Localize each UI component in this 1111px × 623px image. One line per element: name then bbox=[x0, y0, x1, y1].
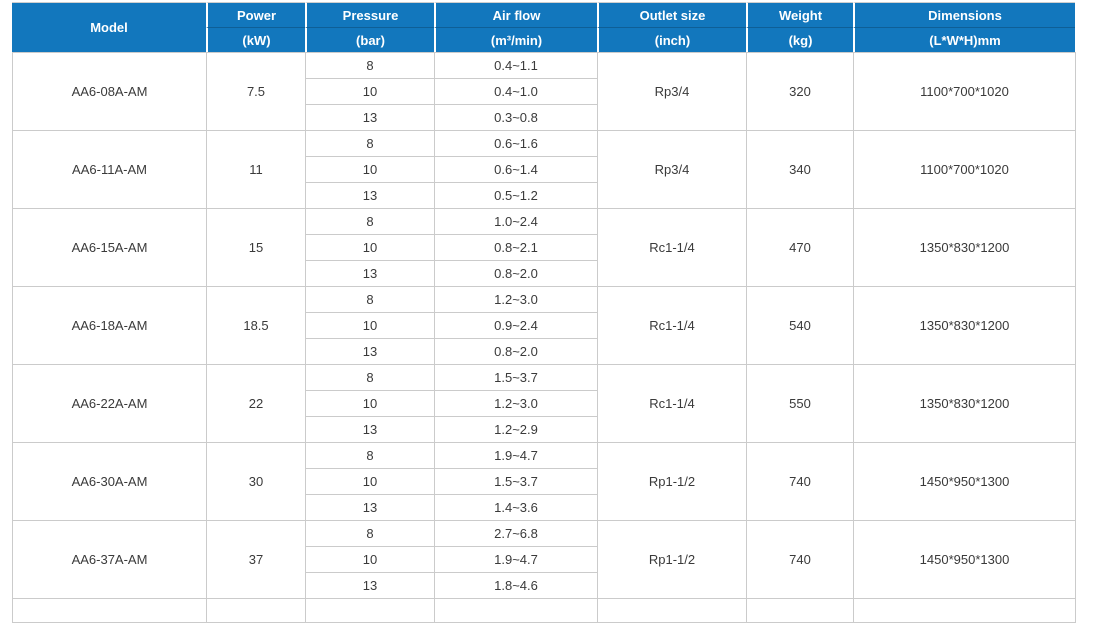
pressure-cell bbox=[306, 599, 435, 623]
header-airflow-unit: (m³/min) bbox=[434, 27, 597, 52]
pressure-cell: 13 bbox=[306, 105, 435, 131]
weight-cell: 320 bbox=[747, 53, 854, 131]
airflow-cell: 1.2~3.0 bbox=[435, 287, 598, 313]
airflow-cell: 0.8~2.0 bbox=[435, 339, 598, 365]
weight-cell: 550 bbox=[747, 365, 854, 443]
header-weight: Weight bbox=[746, 2, 853, 27]
spec-table-header bbox=[12, 2, 1075, 52]
outlet-cell: Rp1-1/2 bbox=[598, 521, 747, 599]
outlet-cell: Rc1-1/4 bbox=[598, 365, 747, 443]
header-dimensions-unit: (L*W*H)mm bbox=[853, 27, 1075, 52]
airflow-cell: 0.6~1.4 bbox=[435, 157, 598, 183]
airflow-cell: 0.3~0.8 bbox=[435, 105, 598, 131]
model-cell: AA6-11A-AM bbox=[13, 131, 207, 209]
power-cell: 7.5 bbox=[207, 53, 306, 131]
dimensions-cell: 1450*950*1300 bbox=[854, 443, 1076, 521]
pressure-cell: 10 bbox=[306, 469, 435, 495]
airflow-cell: 0.4~1.1 bbox=[435, 53, 598, 79]
airflow-cell: 0.8~2.0 bbox=[435, 261, 598, 287]
pressure-cell: 10 bbox=[306, 79, 435, 105]
pressure-cell: 10 bbox=[306, 235, 435, 261]
spec-table-section bbox=[12, 2, 1075, 623]
outlet-cell: Rp1-1/2 bbox=[598, 443, 747, 521]
outlet-cell bbox=[598, 599, 747, 623]
power-cell: 22 bbox=[207, 365, 306, 443]
airflow-cell: 1.5~3.7 bbox=[435, 365, 598, 391]
dimensions-cell: 1350*830*1200 bbox=[854, 287, 1076, 365]
model-cell: AA6-08A-AM bbox=[13, 53, 207, 131]
airflow-cell: 1.9~4.7 bbox=[435, 547, 598, 573]
airflow-cell: 1.2~3.0 bbox=[435, 391, 598, 417]
dimensions-cell: 1350*830*1200 bbox=[854, 365, 1076, 443]
pressure-cell: 13 bbox=[306, 573, 435, 599]
header-dimensions: Dimensions bbox=[853, 2, 1075, 27]
weight-cell: 340 bbox=[747, 131, 854, 209]
pressure-cell: 8 bbox=[306, 131, 435, 157]
dimensions-cell: 1450*950*1300 bbox=[854, 521, 1076, 599]
pressure-cell: 10 bbox=[306, 157, 435, 183]
airflow-cell: 1.5~3.7 bbox=[435, 469, 598, 495]
pressure-cell: 8 bbox=[306, 521, 435, 547]
power-cell: 18.5 bbox=[207, 287, 306, 365]
header-label-row bbox=[12, 2, 1075, 27]
spec-table bbox=[12, 52, 1076, 623]
header-model: Model bbox=[12, 2, 206, 52]
model-cell: AA6-15A-AM bbox=[13, 209, 207, 287]
weight-cell: 540 bbox=[747, 287, 854, 365]
airflow-cell: 1.9~4.7 bbox=[435, 443, 598, 469]
power-cell: 37 bbox=[207, 521, 306, 599]
outlet-cell: Rc1-1/4 bbox=[598, 209, 747, 287]
airflow-cell: 1.8~4.6 bbox=[435, 573, 598, 599]
header-pressure-unit: (bar) bbox=[305, 27, 434, 52]
table-row bbox=[13, 209, 1076, 235]
airflow-cell: 1.0~2.4 bbox=[435, 209, 598, 235]
pressure-cell: 10 bbox=[306, 391, 435, 417]
airflow-cell: 0.8~2.1 bbox=[435, 235, 598, 261]
dimensions-cell: 1350*830*1200 bbox=[854, 209, 1076, 287]
partial-row bbox=[13, 599, 1076, 623]
model-cell: AA6-18A-AM bbox=[13, 287, 207, 365]
header-power: Power bbox=[206, 2, 305, 27]
airflow-cell: 0.4~1.0 bbox=[435, 79, 598, 105]
dimensions-cell: 1100*700*1020 bbox=[854, 131, 1076, 209]
pressure-cell: 8 bbox=[306, 365, 435, 391]
pressure-cell: 13 bbox=[306, 183, 435, 209]
dimensions-cell: 1100*700*1020 bbox=[854, 53, 1076, 131]
pressure-cell: 8 bbox=[306, 209, 435, 235]
model-cell: AA6-37A-AM bbox=[13, 521, 207, 599]
pressure-cell: 13 bbox=[306, 417, 435, 443]
table-row bbox=[13, 287, 1076, 313]
header-weight-unit: (kg) bbox=[746, 27, 853, 52]
table-row bbox=[13, 53, 1076, 79]
airflow-cell: 0.5~1.2 bbox=[435, 183, 598, 209]
airflow-cell: 1.2~2.9 bbox=[435, 417, 598, 443]
table-row bbox=[13, 365, 1076, 391]
airflow-cell: 1.4~3.6 bbox=[435, 495, 598, 521]
table-row bbox=[13, 443, 1076, 469]
pressure-cell: 10 bbox=[306, 313, 435, 339]
weight-cell: 740 bbox=[747, 521, 854, 599]
table-row bbox=[13, 131, 1076, 157]
pressure-cell: 8 bbox=[306, 443, 435, 469]
power-cell bbox=[207, 599, 306, 623]
model-cell bbox=[13, 599, 207, 623]
model-cell: AA6-30A-AM bbox=[13, 443, 207, 521]
weight-cell bbox=[747, 599, 854, 623]
model-cell: AA6-22A-AM bbox=[13, 365, 207, 443]
table-row bbox=[13, 521, 1076, 547]
airflow-cell: 0.6~1.6 bbox=[435, 131, 598, 157]
header-power-unit: (kW) bbox=[206, 27, 305, 52]
outlet-cell: Rp3/4 bbox=[598, 53, 747, 131]
pressure-cell: 13 bbox=[306, 495, 435, 521]
airflow-cell: 2.7~6.8 bbox=[435, 521, 598, 547]
header-airflow: Air flow bbox=[434, 2, 597, 27]
header-outlet-size-unit: (inch) bbox=[597, 27, 746, 52]
airflow-cell: 0.9~2.4 bbox=[435, 313, 598, 339]
dimensions-cell bbox=[854, 599, 1076, 623]
power-cell: 15 bbox=[207, 209, 306, 287]
pressure-cell: 8 bbox=[306, 287, 435, 313]
pressure-cell: 13 bbox=[306, 339, 435, 365]
outlet-cell: Rc1-1/4 bbox=[598, 287, 747, 365]
header-outlet-size: Outlet size bbox=[597, 2, 746, 27]
power-cell: 30 bbox=[207, 443, 306, 521]
pressure-cell: 10 bbox=[306, 547, 435, 573]
weight-cell: 740 bbox=[747, 443, 854, 521]
power-cell: 11 bbox=[207, 131, 306, 209]
pressure-cell: 13 bbox=[306, 261, 435, 287]
header-pressure: Pressure bbox=[305, 2, 434, 27]
pressure-cell: 8 bbox=[306, 53, 435, 79]
outlet-cell: Rp3/4 bbox=[598, 131, 747, 209]
weight-cell: 470 bbox=[747, 209, 854, 287]
airflow-cell bbox=[435, 599, 598, 623]
